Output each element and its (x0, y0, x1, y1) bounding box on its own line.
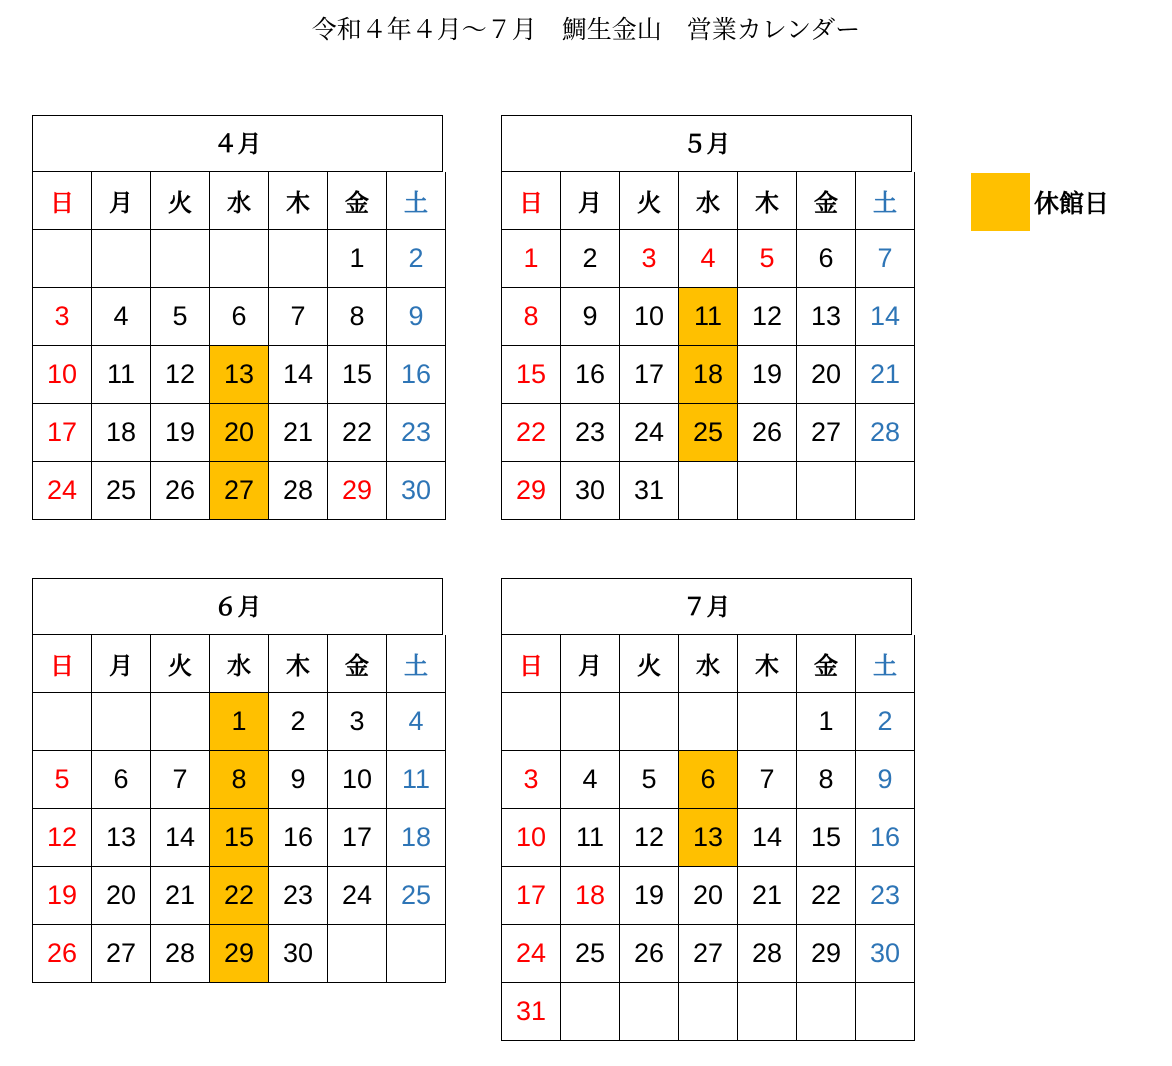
day-cell: 29 (797, 925, 856, 983)
day-cell: 4 (679, 230, 738, 288)
day-cell: 7 (151, 751, 210, 809)
day-cell: 30 (387, 462, 446, 520)
legend-label: 休館日 (1034, 189, 1110, 218)
empty-cell (328, 925, 387, 983)
day-cell: 9 (561, 288, 620, 346)
week-row (33, 288, 446, 346)
week-row (502, 867, 915, 925)
weekday-label: 木 (738, 172, 797, 230)
day-cell: 12 (620, 809, 679, 867)
day-cell: 19 (151, 404, 210, 462)
weekday-label: 木 (738, 635, 797, 693)
day-cell: 3 (328, 693, 387, 751)
day-cell: 26 (620, 925, 679, 983)
weekday-label: 日 (33, 635, 92, 693)
week-row (502, 288, 915, 346)
day-cell: 25 (561, 925, 620, 983)
day-cell: 1 (328, 230, 387, 288)
empty-cell (679, 983, 738, 1041)
day-cell: 23 (269, 867, 328, 925)
day-cell: 26 (151, 462, 210, 520)
week-row (33, 925, 446, 983)
empty-cell (92, 693, 151, 751)
weekday-label: 金 (797, 172, 856, 230)
weekday-label: 日 (33, 172, 92, 230)
day-cell: 2 (269, 693, 328, 751)
day-cell: 5 (738, 230, 797, 288)
day-cell: 29 (328, 462, 387, 520)
day-cell: 6 (797, 230, 856, 288)
week-row (33, 751, 446, 809)
day-cell: 21 (269, 404, 328, 462)
day-cell: 5 (33, 751, 92, 809)
day-cell: 11 (561, 809, 620, 867)
day-cell: 24 (328, 867, 387, 925)
day-cell: 3 (33, 288, 92, 346)
week-row (502, 693, 915, 751)
day-cell: 5 (620, 751, 679, 809)
week-row (502, 346, 915, 404)
weekday-label: 日 (502, 635, 561, 693)
weekday-label: 木 (269, 635, 328, 693)
day-cell: 1 (797, 693, 856, 751)
calendar-grid (501, 172, 915, 520)
day-cell: 4 (561, 751, 620, 809)
empty-cell (561, 983, 620, 1041)
day-cell: 10 (328, 751, 387, 809)
day-cell: 9 (387, 288, 446, 346)
day-cell: 8 (328, 288, 387, 346)
day-cell: 17 (328, 809, 387, 867)
weekday-label: 金 (797, 635, 856, 693)
week-row (502, 809, 915, 867)
month-title: ５月 (501, 115, 912, 172)
day-cell: 3 (620, 230, 679, 288)
day-cell-closed: 29 (210, 925, 269, 983)
weekday-header-row (33, 172, 446, 230)
week-row (33, 867, 446, 925)
day-cell: 21 (856, 346, 915, 404)
day-cell: 27 (679, 925, 738, 983)
day-cell: 22 (328, 404, 387, 462)
weekday-header-row (33, 635, 446, 693)
day-cell: 11 (92, 346, 151, 404)
day-cell: 26 (738, 404, 797, 462)
day-cell: 14 (269, 346, 328, 404)
day-cell: 22 (502, 404, 561, 462)
week-row (502, 462, 915, 520)
day-cell: 10 (620, 288, 679, 346)
weekday-label: 水 (210, 635, 269, 693)
empty-cell (679, 693, 738, 751)
empty-cell (151, 693, 210, 751)
day-cell-closed: 13 (210, 346, 269, 404)
day-cell: 12 (151, 346, 210, 404)
empty-cell (856, 983, 915, 1041)
day-cell: 12 (738, 288, 797, 346)
day-cell: 19 (738, 346, 797, 404)
day-cell: 15 (502, 346, 561, 404)
day-cell: 27 (797, 404, 856, 462)
empty-cell (33, 230, 92, 288)
day-cell-closed: 25 (679, 404, 738, 462)
day-cell: 4 (92, 288, 151, 346)
day-cell: 24 (502, 925, 561, 983)
day-cell: 7 (856, 230, 915, 288)
weekday-label: 土 (387, 172, 446, 230)
day-cell: 24 (33, 462, 92, 520)
empty-cell (738, 693, 797, 751)
day-cell: 20 (92, 867, 151, 925)
week-row (502, 404, 915, 462)
empty-cell (561, 693, 620, 751)
empty-cell (92, 230, 151, 288)
empty-cell (797, 983, 856, 1041)
day-cell: 9 (856, 751, 915, 809)
weekday-label: 金 (328, 172, 387, 230)
week-row (502, 925, 915, 983)
weekday-label: 水 (210, 172, 269, 230)
day-cell: 29 (502, 462, 561, 520)
month-calendar-july (501, 578, 912, 1041)
day-cell: 27 (92, 925, 151, 983)
day-cell: 7 (269, 288, 328, 346)
day-cell: 18 (387, 809, 446, 867)
day-cell-closed: 13 (679, 809, 738, 867)
day-cell-closed: 1 (210, 693, 269, 751)
day-cell: 18 (561, 867, 620, 925)
day-cell: 19 (620, 867, 679, 925)
week-row (33, 809, 446, 867)
legend (971, 173, 1109, 231)
day-cell: 13 (797, 288, 856, 346)
day-cell: 31 (502, 983, 561, 1041)
calendar-grid (501, 635, 915, 1041)
day-cell-closed: 22 (210, 867, 269, 925)
empty-cell (269, 230, 328, 288)
day-cell: 17 (33, 404, 92, 462)
empty-cell (502, 693, 561, 751)
day-cell: 23 (561, 404, 620, 462)
day-cell: 31 (620, 462, 679, 520)
day-cell: 15 (797, 809, 856, 867)
day-cell: 21 (738, 867, 797, 925)
day-cell: 10 (502, 809, 561, 867)
calendar-grid (32, 172, 446, 520)
weekday-header-row (502, 172, 915, 230)
day-cell: 20 (679, 867, 738, 925)
month-title: ７月 (501, 578, 912, 635)
day-cell: 5 (151, 288, 210, 346)
week-row (502, 983, 915, 1041)
day-cell: 24 (620, 404, 679, 462)
week-row (502, 751, 915, 809)
week-row (33, 693, 446, 751)
month-title: ４月 (32, 115, 443, 172)
weekday-label: 日 (502, 172, 561, 230)
day-cell: 17 (620, 346, 679, 404)
week-row (33, 346, 446, 404)
day-cell: 6 (210, 288, 269, 346)
day-cell: 28 (269, 462, 328, 520)
day-cell: 16 (387, 346, 446, 404)
day-cell: 16 (269, 809, 328, 867)
day-cell: 22 (797, 867, 856, 925)
day-cell: 18 (92, 404, 151, 462)
day-cell: 9 (269, 751, 328, 809)
calendar-grid (32, 635, 446, 983)
day-cell: 10 (33, 346, 92, 404)
week-row (33, 404, 446, 462)
day-cell-closed: 8 (210, 751, 269, 809)
day-cell: 11 (387, 751, 446, 809)
day-cell: 23 (387, 404, 446, 462)
day-cell-closed: 11 (679, 288, 738, 346)
day-cell-closed: 20 (210, 404, 269, 462)
weekday-label: 月 (92, 635, 151, 693)
weekday-label: 月 (92, 172, 151, 230)
legend-swatch-closed (971, 173, 1030, 231)
day-cell: 16 (856, 809, 915, 867)
day-cell: 2 (561, 230, 620, 288)
weekday-label: 月 (561, 635, 620, 693)
day-cell: 28 (738, 925, 797, 983)
weekday-label: 月 (561, 172, 620, 230)
day-cell: 2 (387, 230, 446, 288)
day-cell: 14 (738, 809, 797, 867)
empty-cell (33, 693, 92, 751)
month-calendar-april (32, 115, 443, 520)
day-cell: 28 (151, 925, 210, 983)
day-cell: 12 (33, 809, 92, 867)
weekday-header-row (502, 635, 915, 693)
day-cell-closed: 27 (210, 462, 269, 520)
empty-cell (679, 462, 738, 520)
day-cell: 30 (269, 925, 328, 983)
weekday-label: 金 (328, 635, 387, 693)
day-cell: 14 (856, 288, 915, 346)
day-cell: 1 (502, 230, 561, 288)
empty-cell (738, 983, 797, 1041)
empty-cell (797, 462, 856, 520)
day-cell: 8 (502, 288, 561, 346)
week-row (502, 230, 915, 288)
weekday-label: 火 (620, 635, 679, 693)
weekday-label: 火 (151, 172, 210, 230)
day-cell: 30 (856, 925, 915, 983)
month-title: ６月 (32, 578, 443, 635)
empty-cell (620, 693, 679, 751)
day-cell: 4 (387, 693, 446, 751)
weekday-label: 火 (151, 635, 210, 693)
day-cell-closed: 15 (210, 809, 269, 867)
page-title: 令和４年４月～７月 鯛生金山 営業カレンダー (311, 15, 861, 44)
empty-cell (856, 462, 915, 520)
month-calendar-may (501, 115, 912, 520)
day-cell: 26 (33, 925, 92, 983)
day-cell: 23 (856, 867, 915, 925)
weekday-label: 水 (679, 635, 738, 693)
day-cell: 2 (856, 693, 915, 751)
day-cell-closed: 6 (679, 751, 738, 809)
day-cell: 20 (797, 346, 856, 404)
day-cell: 16 (561, 346, 620, 404)
day-cell: 15 (328, 346, 387, 404)
day-cell: 17 (502, 867, 561, 925)
month-calendar-june (32, 578, 443, 983)
week-row (33, 230, 446, 288)
day-cell: 6 (92, 751, 151, 809)
weekday-label: 木 (269, 172, 328, 230)
day-cell: 13 (92, 809, 151, 867)
day-cell: 14 (151, 809, 210, 867)
weekday-label: 土 (856, 172, 915, 230)
weekday-label: 火 (620, 172, 679, 230)
week-row (33, 462, 446, 520)
day-cell: 25 (387, 867, 446, 925)
weekday-label: 水 (679, 172, 738, 230)
empty-cell (210, 230, 269, 288)
empty-cell (387, 925, 446, 983)
weekday-label: 土 (387, 635, 446, 693)
day-cell: 25 (92, 462, 151, 520)
day-cell-closed: 18 (679, 346, 738, 404)
empty-cell (151, 230, 210, 288)
empty-cell (738, 462, 797, 520)
day-cell: 28 (856, 404, 915, 462)
empty-cell (620, 983, 679, 1041)
day-cell: 21 (151, 867, 210, 925)
day-cell: 30 (561, 462, 620, 520)
day-cell: 3 (502, 751, 561, 809)
day-cell: 8 (797, 751, 856, 809)
day-cell: 19 (33, 867, 92, 925)
weekday-label: 土 (856, 635, 915, 693)
day-cell: 7 (738, 751, 797, 809)
